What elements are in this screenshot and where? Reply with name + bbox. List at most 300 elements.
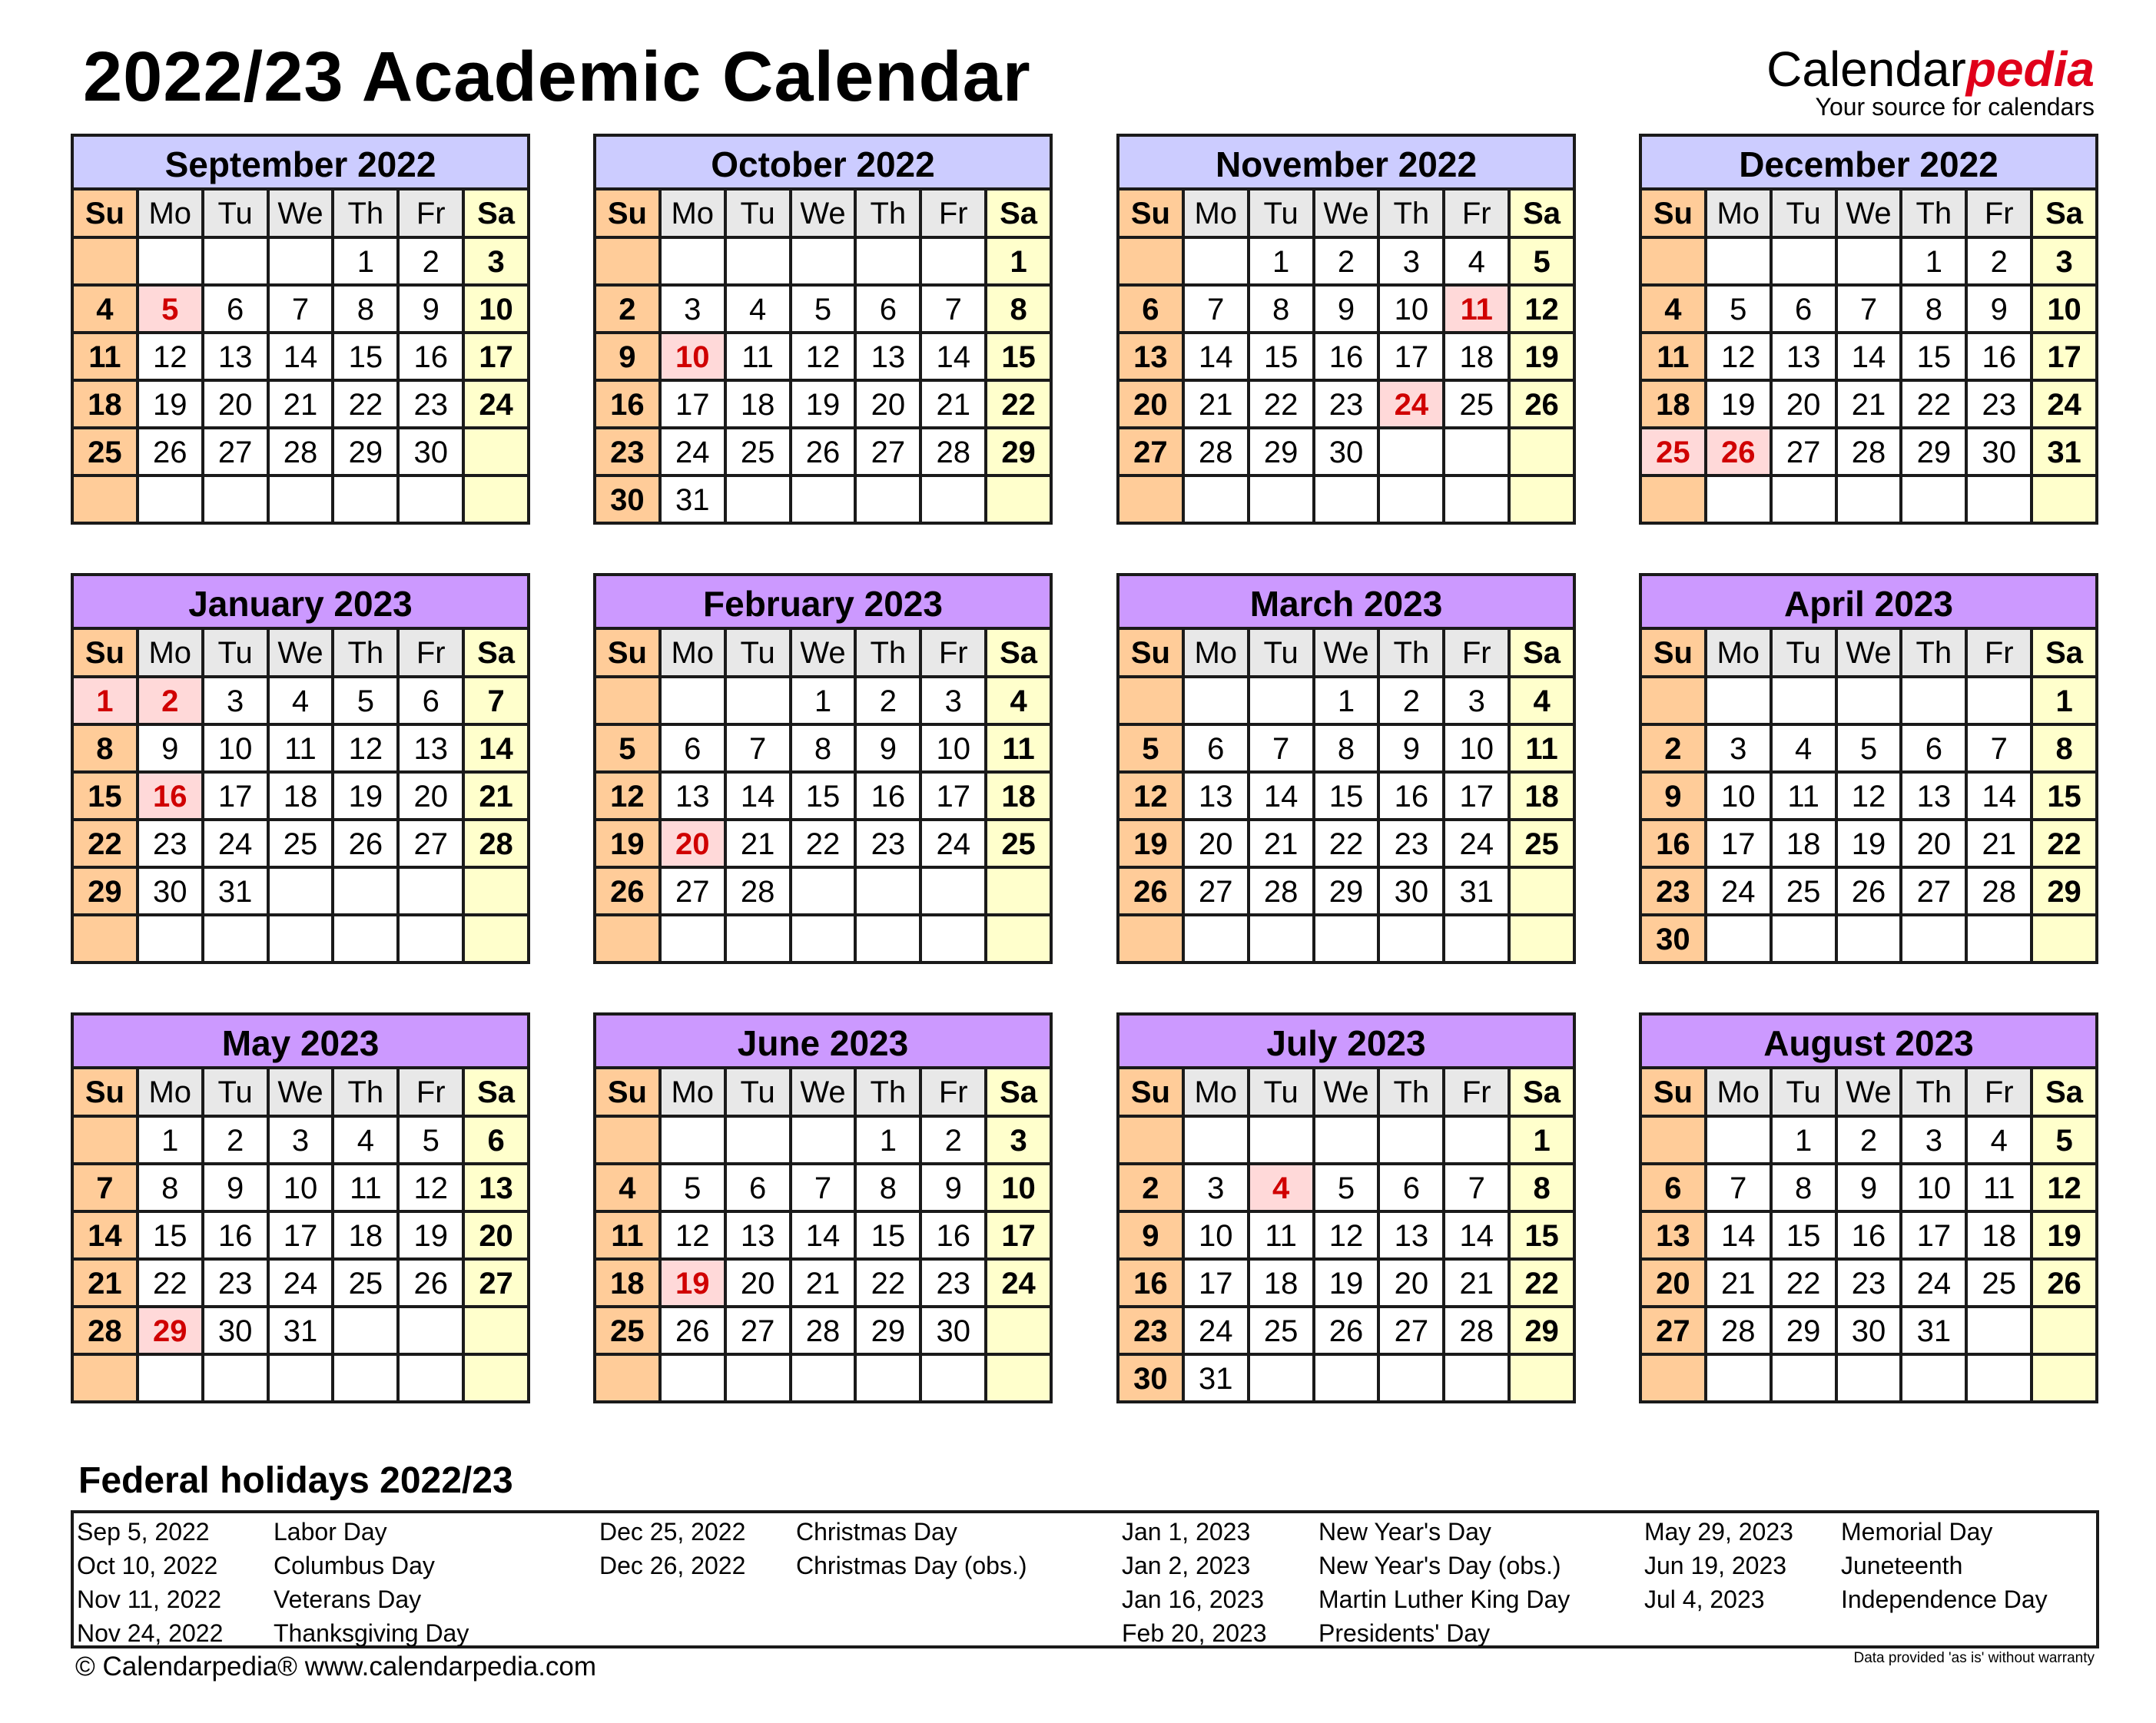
day-cell[interactable]: 6 (1902, 726, 1965, 770)
day-cell[interactable]: 5 (139, 287, 201, 331)
day-cell[interactable]: 11 (74, 334, 136, 379)
day-cell[interactable]: 26 (1119, 869, 1182, 913)
day-cell[interactable]: 8 (2033, 726, 2095, 770)
day-cell[interactable]: 22 (987, 382, 1050, 426)
day-cell[interactable]: 10 (1380, 287, 1442, 331)
day-cell[interactable]: 4 (1250, 1165, 1312, 1210)
day-cell[interactable]: 7 (922, 287, 984, 331)
day-cell[interactable]: 22 (74, 821, 136, 866)
day-cell[interactable]: 6 (1380, 1165, 1442, 1210)
day-cell[interactable]: 1 (1773, 1118, 1835, 1162)
day-cell[interactable]: 15 (857, 1213, 919, 1257)
day-cell[interactable]: 11 (987, 726, 1050, 770)
day-cell[interactable]: 5 (662, 1165, 724, 1210)
day-cell[interactable]: 9 (400, 287, 462, 331)
day-cell[interactable]: 28 (727, 869, 789, 913)
day-cell[interactable]: 20 (1185, 821, 1247, 866)
day-cell[interactable]: 11 (1511, 726, 1573, 770)
calendarpedia-logo[interactable] (1766, 41, 2095, 121)
day-cell[interactable]: 22 (2033, 821, 2095, 866)
day-cell[interactable]: 17 (2033, 334, 2095, 379)
day-cell[interactable]: 18 (1445, 334, 1508, 379)
day-cell[interactable]: 28 (1838, 429, 1900, 474)
day-cell[interactable]: 27 (857, 429, 919, 474)
day-cell[interactable]: 2 (400, 239, 462, 283)
day-cell[interactable]: 23 (1119, 1308, 1182, 1353)
day-cell[interactable]: 24 (662, 429, 724, 474)
day-cell[interactable]: 11 (1773, 774, 1835, 818)
day-cell[interactable]: 14 (792, 1213, 854, 1257)
day-cell[interactable]: 12 (1838, 774, 1900, 818)
day-cell[interactable]: 7 (1185, 287, 1247, 331)
day-cell[interactable]: 9 (1968, 287, 2030, 331)
day-cell[interactable]: 23 (400, 382, 462, 426)
day-cell[interactable]: 14 (1445, 1213, 1508, 1257)
day-cell[interactable]: 29 (987, 429, 1050, 474)
day-cell[interactable]: 6 (857, 287, 919, 331)
day-cell[interactable]: 14 (1707, 1213, 1770, 1257)
day-cell[interactable]: 15 (2033, 774, 2095, 818)
day-cell[interactable]: 10 (1445, 726, 1508, 770)
day-cell[interactable]: 14 (1838, 334, 1900, 379)
day-cell[interactable]: 19 (1315, 1261, 1378, 1305)
day-cell[interactable]: 15 (1773, 1213, 1835, 1257)
day-cell[interactable]: 26 (662, 1308, 724, 1353)
day-cell[interactable]: 3 (1380, 239, 1442, 283)
day-cell[interactable]: 4 (1773, 726, 1835, 770)
day-cell[interactable]: 1 (2033, 678, 2095, 723)
day-cell[interactable]: 29 (1511, 1308, 1573, 1353)
day-cell[interactable]: 28 (1185, 429, 1247, 474)
day-cell[interactable]: 4 (1511, 678, 1573, 723)
day-cell[interactable]: 24 (1185, 1308, 1247, 1353)
day-cell[interactable]: 23 (204, 1261, 267, 1305)
day-cell[interactable]: 20 (857, 382, 919, 426)
day-cell[interactable]: 23 (139, 821, 201, 866)
day-cell[interactable]: 27 (204, 429, 267, 474)
day-cell[interactable]: 8 (857, 1165, 919, 1210)
day-cell[interactable]: 21 (270, 382, 332, 426)
day-cell[interactable]: 3 (1185, 1165, 1247, 1210)
day-cell[interactable]: 10 (1902, 1165, 1965, 1210)
day-cell[interactable]: 19 (1707, 382, 1770, 426)
day-cell[interactable]: 25 (334, 1261, 396, 1305)
day-cell[interactable]: 6 (1642, 1165, 1704, 1210)
day-cell[interactable]: 11 (1642, 334, 1704, 379)
day-cell[interactable]: 15 (74, 774, 136, 818)
day-cell[interactable]: 4 (334, 1118, 396, 1162)
day-cell[interactable]: 25 (596, 1308, 658, 1353)
day-cell[interactable]: 9 (1642, 774, 1704, 818)
day-cell[interactable]: 28 (1445, 1308, 1508, 1353)
day-cell[interactable]: 7 (1838, 287, 1900, 331)
day-cell[interactable]: 12 (662, 1213, 724, 1257)
day-cell[interactable]: 30 (1380, 869, 1442, 913)
day-cell[interactable]: 7 (1445, 1165, 1508, 1210)
day-cell[interactable]: 30 (1838, 1308, 1900, 1353)
day-cell[interactable]: 30 (1315, 429, 1378, 474)
day-cell[interactable]: 18 (596, 1261, 658, 1305)
day-cell[interactable]: 28 (465, 821, 527, 866)
day-cell[interactable]: 29 (1250, 429, 1312, 474)
day-cell[interactable]: 23 (1968, 382, 2030, 426)
day-cell[interactable]: 20 (1642, 1261, 1704, 1305)
day-cell[interactable]: 3 (922, 678, 984, 723)
day-cell[interactable]: 5 (400, 1118, 462, 1162)
day-cell[interactable]: 31 (2033, 429, 2095, 474)
day-cell[interactable]: 15 (1250, 334, 1312, 379)
day-cell[interactable]: 19 (792, 382, 854, 426)
day-cell[interactable]: 22 (1511, 1261, 1573, 1305)
day-cell[interactable]: 2 (857, 678, 919, 723)
day-cell[interactable]: 26 (1511, 382, 1573, 426)
day-cell[interactable]: 16 (1838, 1213, 1900, 1257)
day-cell[interactable]: 24 (922, 821, 984, 866)
day-cell[interactable]: 15 (1315, 774, 1378, 818)
day-cell[interactable]: 31 (662, 477, 724, 522)
day-cell[interactable]: 29 (1315, 869, 1378, 913)
day-cell[interactable]: 25 (727, 429, 789, 474)
day-cell[interactable]: 7 (270, 287, 332, 331)
day-cell[interactable]: 22 (1773, 1261, 1835, 1305)
day-cell[interactable]: 6 (1185, 726, 1247, 770)
day-cell[interactable]: 22 (139, 1261, 201, 1305)
day-cell[interactable]: 6 (727, 1165, 789, 1210)
day-cell[interactable]: 30 (922, 1308, 984, 1353)
day-cell[interactable]: 7 (1707, 1165, 1770, 1210)
day-cell[interactable]: 3 (204, 678, 267, 723)
day-cell[interactable]: 9 (1119, 1213, 1182, 1257)
day-cell[interactable]: 20 (1902, 821, 1965, 866)
day-cell[interactable]: 15 (1902, 334, 1965, 379)
day-cell[interactable]: 24 (204, 821, 267, 866)
day-cell[interactable]: 29 (74, 869, 136, 913)
day-cell[interactable]: 2 (1642, 726, 1704, 770)
day-cell[interactable]: 18 (987, 774, 1050, 818)
day-cell[interactable]: 16 (922, 1213, 984, 1257)
day-cell[interactable]: 19 (334, 774, 396, 818)
day-cell[interactable]: 2 (1838, 1118, 1900, 1162)
day-cell[interactable]: 4 (74, 287, 136, 331)
day-cell[interactable]: 7 (465, 678, 527, 723)
day-cell[interactable]: 30 (204, 1308, 267, 1353)
day-cell[interactable]: 21 (1968, 821, 2030, 866)
day-cell[interactable]: 13 (465, 1165, 527, 1210)
day-cell[interactable]: 28 (1707, 1308, 1770, 1353)
day-cell[interactable]: 21 (465, 774, 527, 818)
day-cell[interactable]: 24 (2033, 382, 2095, 426)
day-cell[interactable]: 9 (204, 1165, 267, 1210)
day-cell[interactable]: 12 (334, 726, 396, 770)
day-cell[interactable]: 8 (74, 726, 136, 770)
day-cell[interactable]: 30 (400, 429, 462, 474)
day-cell[interactable]: 25 (1250, 1308, 1312, 1353)
day-cell[interactable]: 16 (1642, 821, 1704, 866)
day-cell[interactable]: 11 (596, 1213, 658, 1257)
day-cell[interactable]: 27 (1902, 869, 1965, 913)
day-cell[interactable]: 13 (1642, 1213, 1704, 1257)
day-cell[interactable]: 18 (270, 774, 332, 818)
day-cell[interactable]: 25 (987, 821, 1050, 866)
day-cell[interactable]: 19 (2033, 1213, 2095, 1257)
day-cell[interactable]: 22 (792, 821, 854, 866)
day-cell[interactable]: 17 (204, 774, 267, 818)
day-cell[interactable]: 12 (1511, 287, 1573, 331)
day-cell[interactable]: 16 (857, 774, 919, 818)
day-cell[interactable]: 22 (1902, 382, 1965, 426)
day-cell[interactable]: 14 (1250, 774, 1312, 818)
day-cell[interactable]: 8 (334, 287, 396, 331)
day-cell[interactable]: 12 (400, 1165, 462, 1210)
day-cell[interactable]: 18 (334, 1213, 396, 1257)
day-cell[interactable]: 20 (662, 821, 724, 866)
day-cell[interactable]: 13 (400, 726, 462, 770)
day-cell[interactable]: 18 (74, 382, 136, 426)
day-cell[interactable]: 30 (1119, 1356, 1182, 1400)
day-cell[interactable]: 13 (1902, 774, 1965, 818)
day-cell[interactable]: 17 (1445, 774, 1508, 818)
day-cell[interactable]: 23 (1642, 869, 1704, 913)
day-cell[interactable]: 10 (2033, 287, 2095, 331)
day-cell[interactable]: 15 (1511, 1213, 1573, 1257)
day-cell[interactable]: 3 (270, 1118, 332, 1162)
day-cell[interactable]: 17 (987, 1213, 1050, 1257)
day-cell[interactable]: 16 (1380, 774, 1442, 818)
day-cell[interactable]: 18 (1773, 821, 1835, 866)
day-cell[interactable]: 13 (857, 334, 919, 379)
day-cell[interactable]: 9 (596, 334, 658, 379)
day-cell[interactable]: 2 (1380, 678, 1442, 723)
day-cell[interactable]: 18 (1511, 774, 1573, 818)
day-cell[interactable]: 17 (270, 1213, 332, 1257)
day-cell[interactable]: 8 (1250, 287, 1312, 331)
day-cell[interactable]: 1 (1511, 1118, 1573, 1162)
day-cell[interactable]: 10 (987, 1165, 1050, 1210)
day-cell[interactable]: 5 (1511, 239, 1573, 283)
day-cell[interactable]: 31 (1445, 869, 1508, 913)
day-cell[interactable]: 10 (1707, 774, 1770, 818)
day-cell[interactable]: 27 (400, 821, 462, 866)
day-cell[interactable]: 24 (987, 1261, 1050, 1305)
day-cell[interactable]: 19 (662, 1261, 724, 1305)
day-cell[interactable]: 3 (1902, 1118, 1965, 1162)
day-cell[interactable]: 31 (1902, 1308, 1965, 1353)
day-cell[interactable]: 15 (334, 334, 396, 379)
day-cell[interactable]: 16 (596, 382, 658, 426)
day-cell[interactable]: 27 (1642, 1308, 1704, 1353)
day-cell[interactable]: 8 (1773, 1165, 1835, 1210)
day-cell[interactable]: 10 (922, 726, 984, 770)
day-cell[interactable]: 21 (1185, 382, 1247, 426)
day-cell[interactable]: 14 (270, 334, 332, 379)
day-cell[interactable]: 4 (1968, 1118, 2030, 1162)
day-cell[interactable]: 31 (270, 1308, 332, 1353)
day-cell[interactable]: 26 (400, 1261, 462, 1305)
day-cell[interactable]: 4 (987, 678, 1050, 723)
day-cell[interactable]: 5 (2033, 1118, 2095, 1162)
day-cell[interactable]: 5 (596, 726, 658, 770)
day-cell[interactable]: 6 (204, 287, 267, 331)
day-cell[interactable]: 1 (1315, 678, 1378, 723)
day-cell[interactable]: 14 (74, 1213, 136, 1257)
day-cell[interactable]: 12 (1119, 774, 1182, 818)
day-cell[interactable]: 28 (922, 429, 984, 474)
day-cell[interactable]: 20 (400, 774, 462, 818)
day-cell[interactable]: 17 (922, 774, 984, 818)
day-cell[interactable]: 16 (204, 1213, 267, 1257)
day-cell[interactable]: 13 (1773, 334, 1835, 379)
day-cell[interactable]: 17 (465, 334, 527, 379)
day-cell[interactable]: 19 (1511, 334, 1573, 379)
day-cell[interactable]: 8 (1902, 287, 1965, 331)
day-cell[interactable]: 26 (2033, 1261, 2095, 1305)
day-cell[interactable]: 1 (792, 678, 854, 723)
day-cell[interactable]: 14 (465, 726, 527, 770)
day-cell[interactable]: 18 (1968, 1213, 2030, 1257)
day-cell[interactable]: 28 (792, 1308, 854, 1353)
day-cell[interactable]: 24 (1707, 869, 1770, 913)
day-cell[interactable]: 31 (1185, 1356, 1247, 1400)
day-cell[interactable]: 5 (1119, 726, 1182, 770)
day-cell[interactable]: 5 (1315, 1165, 1378, 1210)
day-cell[interactable]: 24 (1445, 821, 1508, 866)
day-cell[interactable]: 11 (727, 334, 789, 379)
day-cell[interactable]: 10 (1185, 1213, 1247, 1257)
day-cell[interactable]: 14 (1185, 334, 1247, 379)
day-cell[interactable]: 23 (1838, 1261, 1900, 1305)
day-cell[interactable]: 16 (1968, 334, 2030, 379)
day-cell[interactable]: 11 (1968, 1165, 2030, 1210)
day-cell[interactable]: 23 (596, 429, 658, 474)
day-cell[interactable]: 6 (662, 726, 724, 770)
day-cell[interactable]: 12 (1315, 1213, 1378, 1257)
day-cell[interactable]: 9 (1315, 287, 1378, 331)
day-cell[interactable]: 5 (334, 678, 396, 723)
day-cell[interactable]: 12 (1707, 334, 1770, 379)
day-cell[interactable]: 13 (1380, 1213, 1442, 1257)
day-cell[interactable]: 30 (1642, 916, 1704, 961)
day-cell[interactable]: 1 (1250, 239, 1312, 283)
day-cell[interactable]: 22 (1315, 821, 1378, 866)
day-cell[interactable]: 27 (662, 869, 724, 913)
day-cell[interactable]: 16 (400, 334, 462, 379)
day-cell[interactable]: 2 (596, 287, 658, 331)
day-cell[interactable]: 11 (334, 1165, 396, 1210)
day-cell[interactable]: 14 (727, 774, 789, 818)
day-cell[interactable]: 12 (792, 334, 854, 379)
day-cell[interactable]: 21 (727, 821, 789, 866)
day-cell[interactable]: 24 (465, 382, 527, 426)
day-cell[interactable]: 16 (1119, 1261, 1182, 1305)
day-cell[interactable]: 3 (1707, 726, 1770, 770)
day-cell[interactable]: 5 (792, 287, 854, 331)
day-cell[interactable]: 13 (727, 1213, 789, 1257)
day-cell[interactable]: 3 (662, 287, 724, 331)
day-cell[interactable]: 10 (270, 1165, 332, 1210)
day-cell[interactable]: 23 (1315, 382, 1378, 426)
day-cell[interactable]: 4 (727, 287, 789, 331)
day-cell[interactable]: 12 (2033, 1165, 2095, 1210)
day-cell[interactable]: 1 (1902, 239, 1965, 283)
day-cell[interactable]: 3 (465, 239, 527, 283)
day-cell[interactable]: 10 (465, 287, 527, 331)
day-cell[interactable]: 10 (204, 726, 267, 770)
day-cell[interactable]: 18 (1250, 1261, 1312, 1305)
day-cell[interactable]: 6 (465, 1118, 527, 1162)
day-cell[interactable]: 29 (334, 429, 396, 474)
day-cell[interactable]: 2 (139, 678, 201, 723)
day-cell[interactable]: 25 (270, 821, 332, 866)
day-cell[interactable]: 15 (792, 774, 854, 818)
day-cell[interactable]: 15 (139, 1213, 201, 1257)
day-cell[interactable]: 15 (987, 334, 1050, 379)
day-cell[interactable]: 27 (1380, 1308, 1442, 1353)
day-cell[interactable]: 1 (857, 1118, 919, 1162)
day-cell[interactable]: 24 (1380, 382, 1442, 426)
day-cell[interactable]: 29 (1902, 429, 1965, 474)
day-cell[interactable]: 14 (922, 334, 984, 379)
day-cell[interactable]: 11 (1250, 1213, 1312, 1257)
day-cell[interactable]: 26 (1838, 869, 1900, 913)
day-cell[interactable]: 23 (922, 1261, 984, 1305)
day-cell[interactable]: 6 (1773, 287, 1835, 331)
day-cell[interactable]: 2 (204, 1118, 267, 1162)
day-cell[interactable]: 8 (1511, 1165, 1573, 1210)
day-cell[interactable]: 19 (596, 821, 658, 866)
day-cell[interactable]: 29 (2033, 869, 2095, 913)
day-cell[interactable]: 18 (727, 382, 789, 426)
day-cell[interactable]: 26 (596, 869, 658, 913)
day-cell[interactable]: 6 (400, 678, 462, 723)
day-cell[interactable]: 17 (1380, 334, 1442, 379)
day-cell[interactable]: 3 (2033, 239, 2095, 283)
day-cell[interactable]: 25 (1445, 382, 1508, 426)
day-cell[interactable]: 3 (987, 1118, 1050, 1162)
day-cell[interactable]: 9 (139, 726, 201, 770)
day-cell[interactable]: 28 (74, 1308, 136, 1353)
day-cell[interactable]: 8 (792, 726, 854, 770)
day-cell[interactable]: 20 (1380, 1261, 1442, 1305)
day-cell[interactable]: 19 (139, 382, 201, 426)
day-cell[interactable]: 21 (922, 382, 984, 426)
day-cell[interactable]: 25 (1968, 1261, 2030, 1305)
day-cell[interactable]: 21 (74, 1261, 136, 1305)
day-cell[interactable]: 21 (1838, 382, 1900, 426)
day-cell[interactable]: 17 (1185, 1261, 1247, 1305)
day-cell[interactable]: 4 (596, 1165, 658, 1210)
day-cell[interactable]: 10 (662, 334, 724, 379)
day-cell[interactable]: 27 (1185, 869, 1247, 913)
day-cell[interactable]: 20 (465, 1213, 527, 1257)
day-cell[interactable]: 28 (1250, 869, 1312, 913)
day-cell[interactable]: 25 (74, 429, 136, 474)
day-cell[interactable]: 2 (1315, 239, 1378, 283)
day-cell[interactable]: 1 (74, 678, 136, 723)
day-cell[interactable]: 28 (1968, 869, 2030, 913)
day-cell[interactable]: 7 (792, 1165, 854, 1210)
day-cell[interactable]: 11 (1445, 287, 1508, 331)
day-cell[interactable]: 1 (334, 239, 396, 283)
day-cell[interactable]: 21 (1445, 1261, 1508, 1305)
day-cell[interactable]: 4 (1642, 287, 1704, 331)
day-cell[interactable]: 16 (1315, 334, 1378, 379)
day-cell[interactable]: 17 (1902, 1213, 1965, 1257)
day-cell[interactable]: 7 (1968, 726, 2030, 770)
day-cell[interactable]: 17 (662, 382, 724, 426)
day-cell[interactable]: 31 (204, 869, 267, 913)
day-cell[interactable]: 7 (727, 726, 789, 770)
day-cell[interactable]: 19 (1838, 821, 1900, 866)
